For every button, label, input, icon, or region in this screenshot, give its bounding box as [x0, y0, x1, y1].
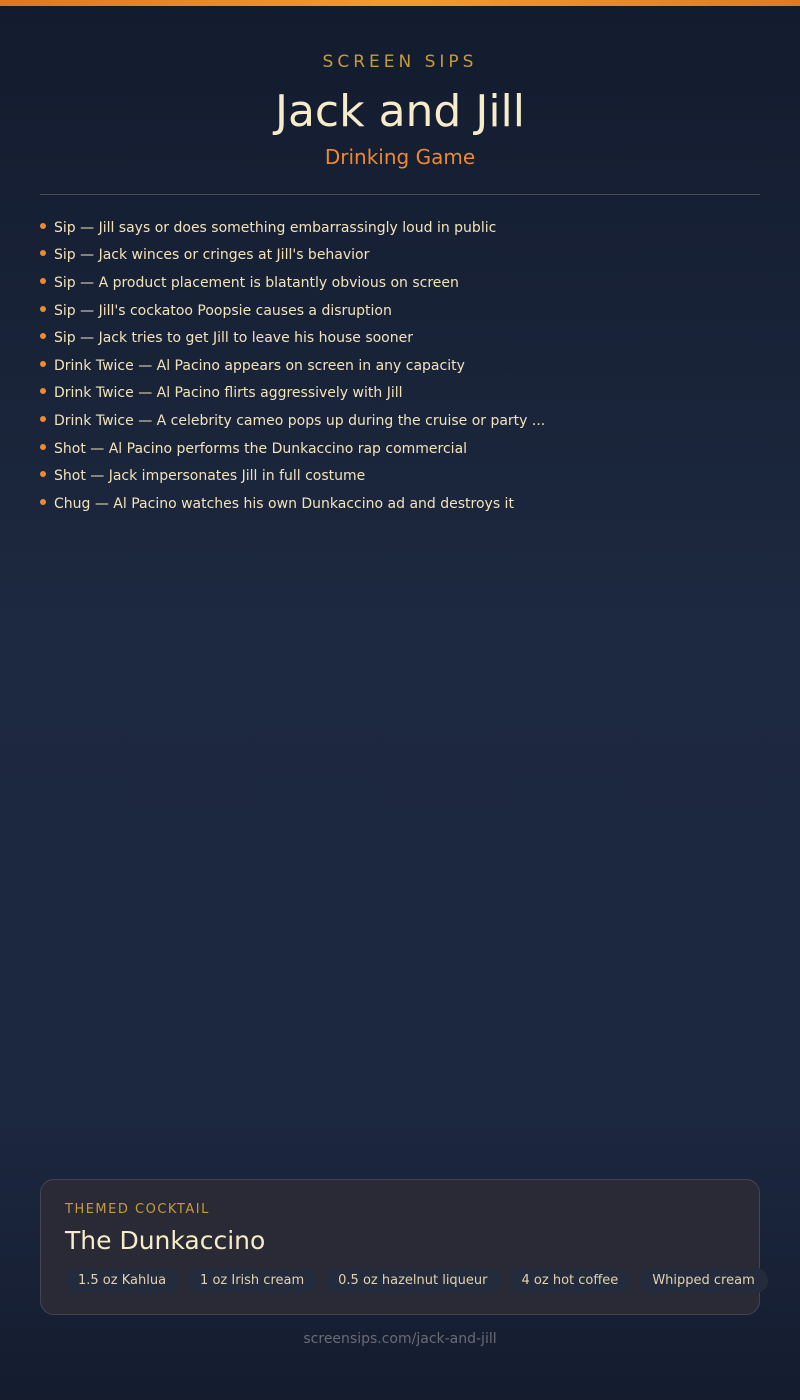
- page-subtitle: Drinking Game: [324, 145, 476, 169]
- rule-text: Shot — Al Pacino performs the Dunkaccino rap commercial: [54, 440, 468, 457]
- ingredient-chip: 1 oz Irish cream: [187, 1268, 317, 1293]
- rule-item: [40, 490, 760, 518]
- rule-item: [40, 435, 760, 463]
- rule-text: Chug — Al Pacino watches his own Dunkaccino ad and destroys it: [54, 495, 514, 512]
- rule-item: [40, 462, 760, 490]
- rule-item: [40, 407, 760, 435]
- ingredient-chip: 4 oz hot coffee: [509, 1268, 632, 1293]
- cocktail-name: The Dunkaccino: [65, 1226, 266, 1255]
- rule-item: [40, 352, 760, 380]
- brand-name: SCREEN SIPS: [322, 52, 478, 72]
- ingredient-list: [65, 1268, 768, 1293]
- rule-text: Shot — Jack impersonates Jill in full costume: [54, 468, 366, 485]
- bullet-icon: [40, 333, 46, 339]
- rule-text: Drink Twice — A celebrity cameo pops up during the cruise or party ...: [54, 412, 546, 429]
- rule-item: [40, 269, 760, 297]
- rule-item: [40, 242, 760, 270]
- rule-item: [40, 297, 760, 325]
- rule-item: [40, 380, 760, 408]
- header-divider: [40, 194, 760, 195]
- ingredient-chip: 1.5 oz Kahlua: [65, 1268, 179, 1293]
- rule-text: Sip — Jill says or does something embarrassingly loud in public: [54, 219, 497, 236]
- bullet-icon: [40, 471, 46, 477]
- bullet-icon: [40, 388, 46, 394]
- ingredient-chip: Whipped cream: [639, 1268, 767, 1293]
- rules-list: [40, 214, 760, 518]
- rule-item: [40, 214, 760, 242]
- rule-text: Sip — Jack winces or cringes at Jill's behavior: [54, 247, 370, 264]
- footer-url[interactable]: screensips.com/jack-and-jill: [303, 1331, 497, 1347]
- rule-text: Sip — A product placement is blatantly obvious on screen: [54, 274, 459, 291]
- rule-item: [40, 324, 760, 352]
- bullet-icon: [40, 250, 46, 256]
- bullet-icon: [40, 361, 46, 367]
- page-title: Jack and Jill: [274, 86, 525, 137]
- cocktail-card: [40, 1179, 760, 1315]
- rule-text: Drink Twice — Al Pacino flirts aggressively with Jill: [54, 385, 403, 402]
- bullet-icon: [40, 306, 46, 312]
- rule-text: Sip — Jack tries to get Jill to leave his house sooner: [54, 330, 413, 347]
- ingredient-chip: 0.5 oz hazelnut liqueur: [325, 1268, 500, 1293]
- bullet-icon: [40, 416, 46, 422]
- rule-text: Drink Twice — Al Pacino appears on screen in any capacity: [54, 357, 465, 374]
- rule-text: Sip — Jill's cockatoo Poopsie causes a disruption: [54, 302, 392, 319]
- bullet-icon: [40, 278, 46, 284]
- top-accent-bar: [0, 0, 800, 6]
- cocktail-label: THEMED COCKTAIL: [65, 1202, 210, 1217]
- bullet-icon: [40, 223, 46, 229]
- bullet-icon: [40, 499, 46, 505]
- bullet-icon: [40, 444, 46, 450]
